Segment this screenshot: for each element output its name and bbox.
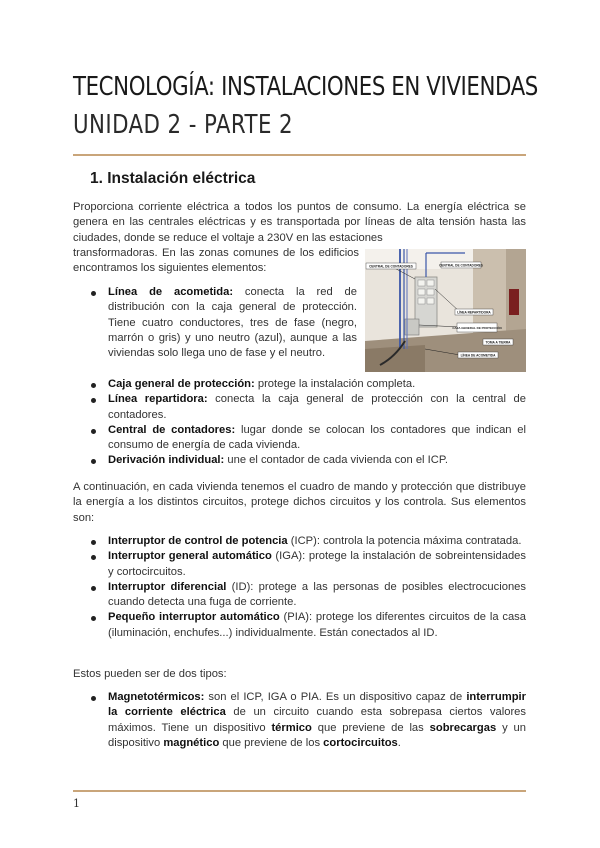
tipos-intro: Estos pueden ser de dos tipos: <box>73 668 227 680</box>
item-term: Interruptor general automático <box>108 550 272 563</box>
item-term: Caja general de protección: <box>108 378 255 390</box>
section-heading: 1. Instalación eléctrica <box>90 170 256 187</box>
item-term: Línea de acometida: <box>108 286 234 298</box>
tipo-emph: térmico <box>271 721 312 734</box>
item-desc: (PIA): protege los diferentes circuitos de la casa (iluminación, enchufes...) individualmente. Están conectados al ID. <box>108 611 526 639</box>
building-elements-list <box>82 285 357 361</box>
list-item <box>82 610 526 641</box>
label-linea-repartidora: LÍNEA REPARTIDORA <box>457 310 491 315</box>
item-desc: (IGA): protege la instalación de sobreintensidades y cortocircuitos. <box>108 550 526 578</box>
installation-illustration <box>365 249 526 372</box>
tipo-emph: cortocircuitos <box>323 736 398 749</box>
intro-paragraph-wrap <box>73 246 359 277</box>
cuadro-items-list <box>82 534 526 641</box>
list-item <box>82 534 526 549</box>
list-item <box>82 392 526 423</box>
tipos-list <box>82 690 526 751</box>
item-desc: une el contador de cada vivienda con el ICP. <box>224 454 448 467</box>
intro-text-wrap: transformadoras. En las zonas comunes de los edificios encontramos los siguientes elementos: <box>73 247 359 275</box>
item-term: Central de contadores: <box>108 423 236 436</box>
intro-text: Proporciona corriente eléctrica a todos los puntos de consumo. La energía eléctrica se genera en las centrales eléctricas y es transportada por líneas de alta tensión hasta las ciudades, donde se reduce el voltaje a 230V en las estaciones <box>73 201 526 244</box>
footer-divider <box>73 790 526 792</box>
list-item <box>82 453 526 468</box>
tipo-text: son el ICP, IGA o PIA. Es un dispositivo capaz de <box>204 691 467 703</box>
item-term: Pequeño interruptor automático <box>108 611 280 624</box>
item-desc: (ID): protege a las personas de posibles electrocuciones cuando detecta una fuga de corriente. <box>108 580 526 609</box>
list-item <box>82 580 526 611</box>
item-term: Interruptor de control de potencia <box>108 535 288 547</box>
document-subtitle: UNIDAD 2 - PARTE 2 <box>73 110 294 140</box>
list-item <box>82 377 526 392</box>
label-central-contadores-right: CENTRAL DE CONTADORES <box>439 263 483 268</box>
tipo-text: que previene de las <box>311 721 430 734</box>
document-title: TECNOLOGÍA: INSTALACIONES EN VIVIENDAS <box>73 72 538 102</box>
item-desc: (ICP): controla la potencia máxima contratada. <box>287 535 522 547</box>
label-caja-general: CAJA GENERAL DE PROTECCIÓN <box>452 326 502 330</box>
tipo-text: de un circuito cuando esta sobrepasa ciertos valores máximos. Tiene un dispositivo <box>108 706 526 734</box>
list-item <box>82 423 526 454</box>
tipo-emph: interrumpir la corriente eléctrica <box>108 691 526 719</box>
item-desc: protege la instalación completa. <box>254 378 416 390</box>
tipo-text: que previene de los <box>219 736 324 749</box>
list-item <box>82 549 526 580</box>
header-divider <box>73 154 526 156</box>
intro-paragraph <box>73 200 526 246</box>
label-central-contadores: CENTRAL DE CONTADORES <box>369 264 413 269</box>
item-term: Derivación individual: <box>108 454 225 467</box>
item-term: Línea repartidora: <box>108 393 208 406</box>
tipo-text: y un dispositivo <box>108 721 526 749</box>
item-desc: lugar donde se colocan los contadores que indican el consumo de energía de cada vivienda. <box>108 423 526 452</box>
item-term: Interruptor diferencial <box>108 580 227 593</box>
list-item <box>82 690 526 751</box>
item-desc: conecta la caja general de protección con la central de contadores. <box>108 393 526 421</box>
tipo-emph: magnético <box>163 736 220 749</box>
label-linea-acometida: LÍNEA DE ACOMETIDA <box>460 353 496 358</box>
building-elements-list-cont <box>82 377 526 469</box>
item-desc: conecta la red de distribución con la caja general de protección. Tiene cuatro conductores, tres de fase (negro, marrón o gris) y uno neutro (azul), aunque a las viviendas solo llega uno de fase y el neutro. <box>108 286 357 360</box>
cuadro-intro-paragraph: A continuación, en cada vivienda tenemos el cuadro de mando y protección que distribuye la energía a los distintos circuitos, protege dichos circuitos y los controla. Sus elementos son: <box>73 481 526 524</box>
tipo-term: Magnetotérmicos: <box>108 691 205 703</box>
label-toma-tierra: TOMA A TIERRA <box>485 340 511 345</box>
page-number: 1 <box>73 797 80 810</box>
list-item <box>82 285 357 361</box>
tipo-emph: sobrecargas <box>429 721 497 734</box>
tipo-text: . <box>397 736 401 749</box>
